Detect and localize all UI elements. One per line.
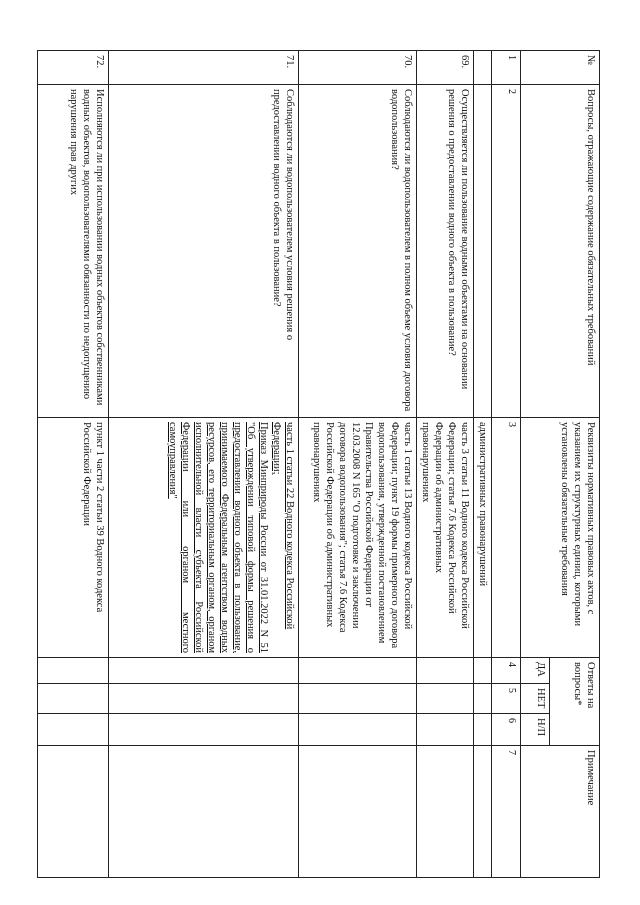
col-number: 6 [491,714,520,746]
question-text: Соблюдаются ли водопользователем условия решения о предоставлении водного объекта в пользование? [108,85,298,418]
column-number-row [491,51,520,878]
answer-no-cell[interactable] [108,684,298,714]
table-row [298,51,416,878]
note-cell[interactable] [416,746,473,878]
col-header-note: Примечание [521,746,600,878]
col-header-na: Н/П [521,714,550,746]
note-cell[interactable] [298,746,416,878]
requisites-text-a: часть 1 статьи 22 Водного кодекса Российской Федерации; [270,422,295,630]
answer-na-cell[interactable] [298,714,416,746]
answer-na-cell[interactable] [416,714,473,746]
question-text: Исполняются ли при использовании водных объектов собственниками водных объектов, водопользователями обязанности по недопущению нарушения прав других [38,85,109,418]
requisites-text: часть 3 статьи 11 Водного кодекса Российской Федерации; статья 7.6 Кодекса Российской Федерации об административных правонарушениях [416,418,473,658]
answer-yes-cell[interactable] [38,658,109,684]
answer-no-cell[interactable] [38,684,109,714]
fragment-row [473,51,491,878]
col-number: 3 [491,418,520,658]
col-number: 4 [491,658,520,684]
col-header-yes: ДА [521,658,550,684]
col-number: 5 [491,684,520,714]
col-header-num: № [521,51,600,85]
col-header-answers: Ответы на вопросы* [550,658,600,746]
requisites-text: пункт 1 части 2 статьи 39 Водного кодекса Российской Федерации [38,418,109,658]
table-row [416,51,473,878]
col-header-no: НЕТ [521,684,550,714]
table-row [108,51,298,878]
requirements-table [37,50,600,878]
requisite-fragment: административных правонарушений [473,418,491,658]
row-number: 70. [298,51,416,85]
answer-yes-cell[interactable] [416,658,473,684]
answer-yes-cell[interactable] [108,658,298,684]
row-number: 69. [416,51,473,85]
col-header-requisites: Реквизиты нормативных правовых актов, с указанием их структурных единиц, которыми установлены обязательные требования [521,418,600,658]
answer-na-cell[interactable] [38,714,109,746]
header-row [550,51,600,878]
table-row [38,51,109,878]
row-number: 71. [108,51,298,85]
question-text: Осуществляется ли пользование водными объектами на основании решения о предоставлении водного объекта в пользование? [416,85,473,418]
row-number: 72. [38,51,109,85]
col-number: 2 [491,85,520,418]
col-number: 1 [491,51,520,85]
question-text: Соблюдаются ли водопользователем в полном объеме условия договора водопользования? [298,85,416,418]
requisites-text-b: Приказ Минприроды России от 31.01.2022 N 51 "Об утверждении типовой формы решения о предоставлении водного объекта в пользование, принимаемого Федеральным агентством водных ресурсов, его территориальным органом, органом исполнительной власти субъекта Российской Федерации или органом местного самоуправления" [166,422,269,653]
col-number: 7 [491,746,520,878]
requisites-text: часть 1 статьи 13 Водного кодекса Российской Федерации; пункт 19 формы примерного договора водопользования, утвержденной постановлением Правительства Российской Федерации от 12.03.2008 N 165 "О подготовке и заключении договора водопользования"; статья 7.6 Кодекса Российской Федерации об административных правонарушениях [298,418,416,658]
requisites-cell [108,418,298,658]
answer-na-cell[interactable] [108,714,298,746]
answer-no-cell[interactable] [416,684,473,714]
note-cell[interactable] [108,746,298,878]
col-header-questions: Вопросы, отражающие содержание обязательных требований [521,85,600,418]
note-cell[interactable] [38,746,109,878]
answer-yes-cell[interactable] [298,658,416,684]
answer-no-cell[interactable] [298,684,416,714]
